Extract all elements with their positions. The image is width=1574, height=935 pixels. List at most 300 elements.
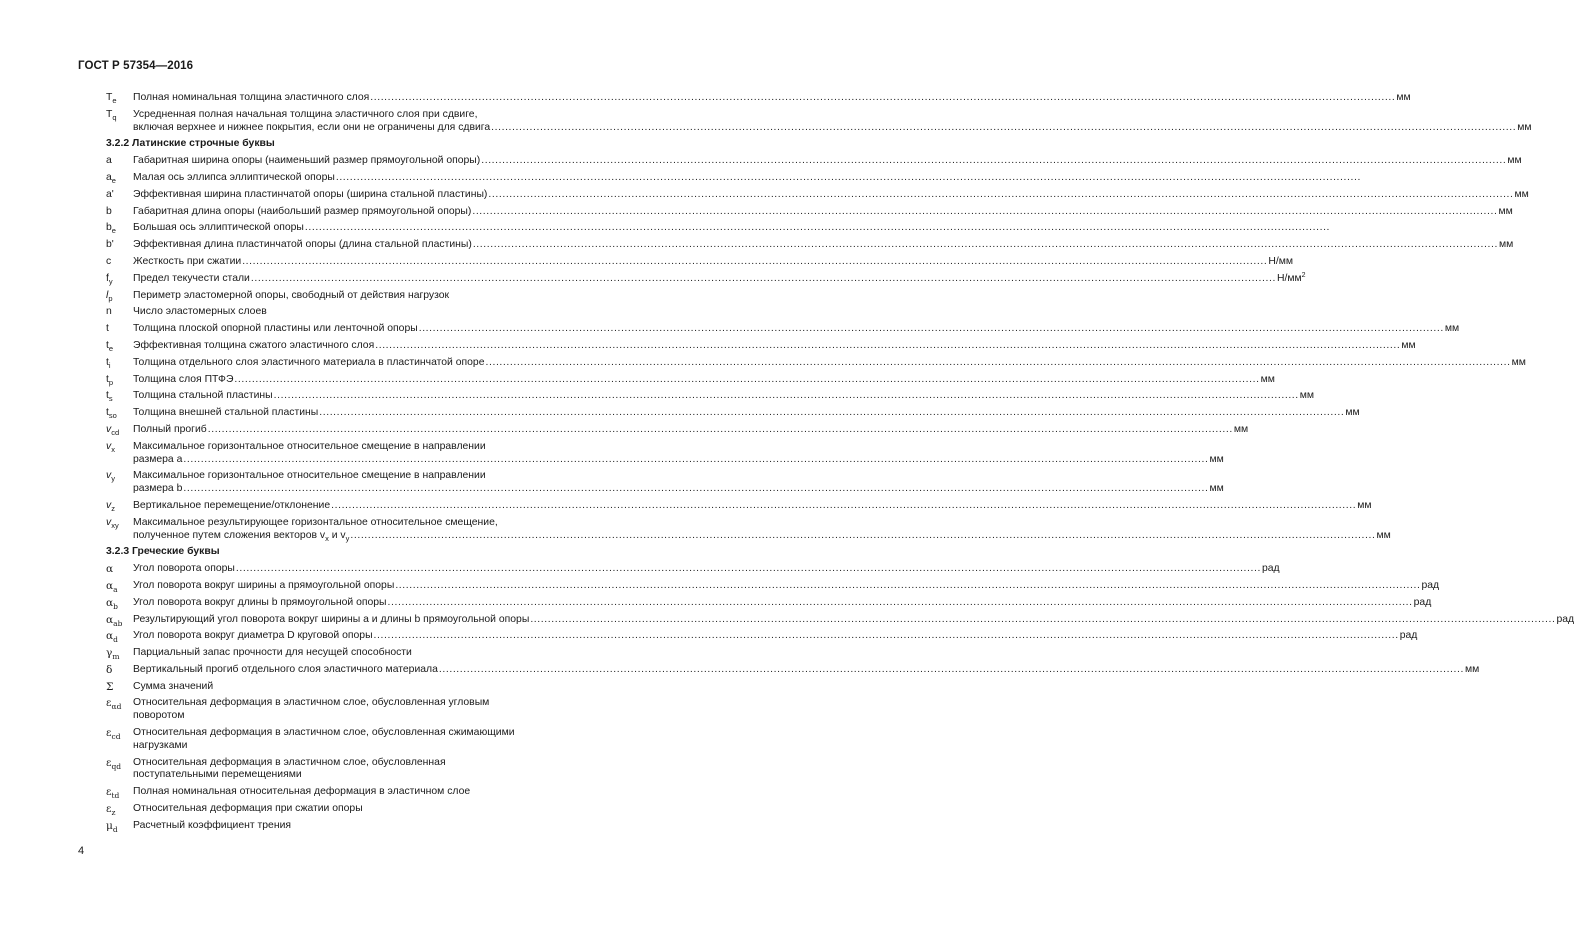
symbol	[106, 109, 133, 135]
leader-dots	[395, 580, 1420, 593]
description-text-main: Большая ось эллиптической опоры	[133, 222, 304, 234]
symbol-row	[106, 596, 1432, 611]
symbol-description	[133, 155, 1522, 168]
symbol-subscript: y	[108, 276, 113, 286]
symbol-letter: t	[106, 390, 109, 402]
symbol-subscript: td	[111, 791, 120, 801]
description-text-main: нагрузками	[133, 739, 188, 751]
description-text-main: Толщина плоской опорной пластины или ленточной опоры	[133, 323, 418, 335]
unit-text: Н/мм	[1268, 255, 1294, 267]
description-text-main: Полный прогиб	[133, 423, 207, 435]
description-line	[133, 172, 1362, 185]
symbol-description	[133, 239, 1513, 252]
symbol	[106, 189, 133, 202]
symbol-subscript: e	[108, 343, 114, 353]
symbol-letter: t	[106, 323, 109, 335]
unit-label	[1396, 92, 1410, 105]
symbol-row	[106, 255, 1294, 269]
unit-label	[1515, 189, 1529, 202]
symbol-row	[106, 803, 598, 816]
symbol	[106, 500, 133, 513]
description-text-main: Парциальный запас прочности для несущей способности	[133, 647, 412, 659]
symbol-letter: v	[106, 470, 112, 482]
symbol-subscript: so	[108, 411, 117, 421]
symbol-letter: t	[106, 356, 109, 368]
symbol-description	[133, 597, 1431, 610]
unit-label	[1507, 155, 1521, 168]
symbol	[106, 647, 133, 660]
symbol-description	[133, 374, 1275, 387]
description-line	[133, 563, 1280, 576]
symbol-letter: Σ	[106, 680, 114, 693]
symbol-letter: ε	[106, 697, 112, 710]
symbol	[106, 206, 133, 219]
symbol-letter: ε	[106, 786, 112, 799]
description-text	[133, 483, 182, 496]
description-text	[133, 769, 302, 782]
description-line: Усредненная полная начальная толщина эластичного слоя при сдвиге,	[133, 108, 478, 120]
unit-text: мм	[1498, 239, 1514, 251]
symbol-row	[106, 222, 598, 235]
description-text-main: Эффективная ширина пластинчатой опоры (ширина стальной пластины)	[133, 188, 488, 200]
description-line	[133, 390, 1314, 403]
symbol-subscript: xy	[111, 520, 119, 530]
unit-text: мм	[1299, 390, 1315, 402]
symbol-subscript: m	[112, 652, 120, 662]
description-text	[133, 647, 412, 660]
description-line	[133, 189, 1529, 202]
symbol-subscript: i	[108, 360, 111, 370]
symbol-row	[106, 613, 1574, 628]
symbol-letter: ε	[106, 803, 112, 816]
symbol-letter: α	[106, 579, 114, 592]
symbol-description	[133, 441, 1224, 467]
leader-dots	[491, 122, 1516, 135]
symbol-letter: f	[106, 272, 109, 284]
document-header: ГОСТ Р 57354—2016	[78, 60, 194, 72]
symbol-row	[106, 92, 1411, 105]
description-text-main: Вертикальный прогиб отдельного слоя эластичного материала	[133, 663, 438, 675]
symbol-row	[106, 407, 1360, 421]
symbol-description	[133, 407, 1360, 420]
leader-dots	[370, 92, 1395, 105]
description-text-main: Толщина стальной пластины	[133, 390, 273, 402]
leader-dots	[183, 454, 1208, 467]
symbol-row	[106, 470, 1224, 496]
unit-label	[1277, 273, 1306, 286]
description-text	[133, 390, 273, 403]
leader-dots	[485, 357, 1510, 370]
symbol-row	[106, 239, 1514, 252]
symbol-subscript: y	[111, 474, 115, 484]
description-text-main: Жесткость при сжатии	[133, 255, 242, 267]
description-line	[133, 786, 598, 799]
symbol-row	[106, 647, 598, 660]
unit-text: мм	[1444, 323, 1460, 335]
unit-text: Н/мм	[1276, 272, 1302, 284]
description-line	[133, 122, 1532, 135]
symbol	[106, 441, 133, 467]
description-text-main: Результирующий угол поворота вокруг ширины а и длины b прямоугольной опоры	[133, 613, 530, 625]
leader-dots	[473, 239, 1498, 252]
unit-text: мм	[1514, 188, 1529, 200]
description-text	[133, 222, 304, 235]
symbol	[106, 374, 133, 387]
symbol-letter: b	[106, 222, 112, 234]
symbols-list	[106, 92, 1574, 837]
page-number: 4	[78, 845, 85, 857]
description-line	[133, 357, 1526, 370]
description-text-main: Габаритная ширина опоры (наименьший размер прямоугольной опоры)	[133, 155, 481, 167]
symbol-letter: ε	[106, 727, 112, 740]
symbol	[106, 786, 133, 799]
leader-dots	[319, 407, 1344, 420]
symbol-letter: a	[106, 171, 112, 183]
symbol-description	[133, 614, 1574, 627]
symbol-letter: ε	[106, 756, 112, 769]
description-text-main: Число эластомерных слоев	[133, 306, 267, 318]
symbol-letter: t	[106, 407, 109, 419]
symbol-letter: l	[106, 289, 109, 301]
description-line	[133, 580, 1439, 593]
leader-dots	[251, 273, 1276, 286]
inline-text: и v	[328, 529, 346, 541]
description-text-main: поворотом	[133, 710, 185, 722]
description-text-main: Полная номинальная относительная деформация в эластичном слое	[133, 786, 471, 798]
symbol-subscript: e	[112, 96, 117, 105]
symbol-letter: b'	[106, 239, 114, 251]
description-line	[133, 740, 598, 753]
symbol-row	[106, 205, 1513, 219]
unit-label	[1414, 597, 1432, 610]
symbol-letter: T	[106, 92, 113, 103]
symbol-letter: γ	[106, 647, 113, 660]
unit-text: рад	[1421, 579, 1440, 591]
description-text	[133, 630, 373, 643]
symbol-description	[133, 256, 1293, 269]
description-line	[133, 769, 598, 782]
symbol-description	[133, 697, 598, 723]
description-text	[133, 530, 349, 543]
unit-text: мм	[1401, 339, 1416, 351]
symbol-description	[133, 273, 1306, 286]
description-text-main: Угол поворота вокруг диаметра D круговой опоры	[133, 630, 373, 642]
description-line	[133, 530, 1391, 543]
description-text	[133, 407, 318, 420]
description-line	[133, 92, 1411, 105]
symbol-description	[133, 820, 598, 833]
description-text-main: Малая ось эллипса эллиптической опоры	[133, 171, 335, 183]
description-line	[133, 483, 1224, 496]
leader-dots	[481, 155, 1506, 168]
symbol	[106, 273, 133, 286]
symbol-subscript: z	[111, 503, 115, 513]
description-line	[133, 374, 1275, 387]
leader-dots	[331, 500, 1356, 513]
unit-text: рад	[1399, 630, 1418, 642]
unit-label	[1512, 357, 1526, 370]
symbol	[106, 681, 133, 694]
symbol-letter: v	[106, 440, 112, 452]
symbol-row	[106, 306, 598, 319]
unit-text: мм	[1357, 499, 1372, 511]
description-text	[133, 273, 250, 286]
symbol-description	[133, 340, 1416, 353]
description-text-main: Габаритная длина опоры (наибольший размер прямоугольной опоры)	[133, 205, 472, 217]
description-line	[133, 424, 1248, 437]
description-text-main: Вертикальное перемещение/отклонение	[133, 499, 331, 511]
symbol-description	[133, 222, 1331, 235]
symbol	[106, 517, 133, 543]
symbol-subscript: qd	[111, 761, 122, 771]
description-line	[133, 664, 1479, 677]
symbol-row	[106, 516, 1391, 543]
description-text	[133, 323, 418, 336]
symbol-row	[106, 373, 1275, 387]
unit-text: мм	[1209, 453, 1224, 465]
symbol-description	[133, 757, 598, 783]
description-text	[133, 357, 484, 370]
symbol-subscript: ab	[113, 618, 123, 628]
symbol-description	[133, 306, 598, 319]
symbol-subscript: e	[111, 175, 116, 185]
description-text	[133, 580, 394, 593]
symbol-description	[133, 92, 1411, 105]
symbol	[106, 306, 133, 319]
leader-dots	[183, 483, 1208, 496]
symbol-description	[133, 424, 1248, 437]
symbol-description	[133, 681, 598, 694]
description-text	[133, 681, 213, 694]
symbol	[106, 256, 133, 269]
symbol-row	[106, 663, 1480, 677]
symbol-letter: v	[106, 499, 112, 511]
symbol-row	[106, 579, 1440, 594]
symbol	[106, 697, 133, 723]
symbol	[106, 470, 133, 496]
description-text-main: Толщина отдельного слоя эластичного материала в пластинчатой опоре	[133, 356, 485, 368]
symbol-row	[106, 681, 598, 694]
leader-dots	[305, 222, 1330, 235]
description-text	[133, 189, 487, 202]
symbol-letter: α	[106, 563, 114, 576]
symbol-row	[106, 697, 598, 723]
symbol	[106, 614, 133, 627]
description-text	[133, 664, 438, 677]
symbol	[106, 407, 133, 420]
unit-label	[1268, 256, 1293, 269]
symbol-row	[106, 271, 1306, 286]
symbol-letter: δ	[106, 663, 113, 676]
symbol-row	[106, 172, 598, 185]
description-text-main: Эффективная толщина сжатого эластичного слоя	[133, 339, 375, 351]
description-text-main: включая верхнее и нижнее покрытия, если они не ограничены для сдвига	[133, 121, 491, 133]
leader-dots	[234, 374, 1259, 387]
symbol-description	[133, 390, 1314, 403]
description-line	[133, 273, 1306, 286]
symbol-letter: T	[106, 108, 113, 120]
symbol	[106, 597, 133, 610]
unit-label	[1445, 323, 1459, 336]
symbol-row	[106, 757, 598, 783]
unit-text: мм	[1376, 529, 1391, 541]
description-text	[133, 820, 291, 833]
description-text-main: Периметр эластомерной опоры, свободный от действия нагрузок	[133, 289, 450, 301]
symbol-description	[133, 517, 1391, 543]
symbol	[106, 290, 133, 303]
symbol-description	[133, 630, 1417, 643]
description-text	[133, 374, 233, 387]
description-text	[133, 172, 335, 185]
unit-label	[1401, 340, 1415, 353]
symbol-row	[106, 440, 1224, 467]
unit-label	[1234, 424, 1248, 437]
unit-label	[1556, 614, 1574, 627]
unit-label	[1499, 239, 1513, 252]
symbol-subscript: cd	[111, 427, 120, 437]
symbol-row	[106, 727, 598, 753]
symbol-description	[133, 470, 1224, 496]
symbol-subscript: d	[113, 635, 118, 645]
symbol-subscript: s	[108, 394, 113, 404]
description-text	[133, 786, 470, 799]
description-text-main: Расчетный коэффициент трения	[133, 819, 291, 831]
symbol-description	[133, 206, 1513, 219]
symbol-row	[106, 188, 1529, 202]
description-text	[133, 155, 480, 168]
symbol-letter: v	[106, 423, 112, 435]
symbol-subscript: x	[111, 444, 115, 454]
unit-label	[1210, 483, 1224, 496]
leader-dots	[375, 340, 1400, 353]
symbol-letter: c	[106, 255, 112, 267]
symbol-description	[133, 803, 598, 816]
leader-dots	[236, 563, 1261, 576]
unit-label	[1357, 500, 1371, 513]
symbol	[106, 563, 133, 576]
description-text-main: Угол поворота вокруг длины b прямоугольной опоры	[133, 596, 387, 608]
description-text-main: полученное путем сложения векторов v	[133, 529, 326, 541]
description-text	[133, 424, 207, 437]
symbol-description	[133, 357, 1526, 370]
symbol-row	[106, 423, 1249, 437]
description-line	[133, 239, 1513, 252]
unit-label	[1262, 563, 1280, 576]
unit-label	[1517, 122, 1531, 135]
description-text	[133, 597, 387, 610]
description-text	[133, 256, 241, 269]
description-text	[133, 306, 267, 319]
description-line: Максимальное горизонтальное относительное смещение в направлении	[133, 470, 486, 482]
symbol	[106, 155, 133, 168]
description-text	[133, 290, 449, 303]
symbol-letter: v	[106, 516, 112, 528]
leader-dots	[242, 256, 1267, 269]
symbol-description	[133, 563, 1280, 576]
unit-label	[1261, 374, 1275, 387]
unit-text: мм	[1209, 483, 1224, 495]
unit-text: мм	[1507, 155, 1522, 167]
symbol	[106, 803, 133, 816]
symbol-letter: b	[106, 205, 112, 217]
symbol-row	[106, 499, 1372, 513]
description-text-main: размера а	[133, 453, 183, 465]
unit-text: мм	[1260, 373, 1275, 385]
unit-label	[1377, 530, 1391, 543]
inline-subscript: x	[325, 533, 329, 543]
symbol	[106, 424, 133, 437]
description-line	[133, 340, 1416, 353]
description-text-main: Толщина слоя ПТФЭ	[133, 373, 234, 385]
unit-text: мм	[1233, 423, 1249, 435]
description-line	[133, 206, 1513, 219]
description-text-main: Предел текучести стали	[133, 272, 250, 284]
unit-text: рад	[1413, 596, 1432, 608]
leader-dots	[208, 424, 1233, 437]
symbol-description	[133, 189, 1529, 202]
symbol-description	[133, 109, 1532, 135]
description-text	[133, 563, 235, 576]
description-line	[133, 500, 1372, 513]
description-text	[133, 454, 182, 467]
description-line	[133, 614, 1574, 627]
description-line	[133, 222, 1331, 235]
symbol-subscript: cd	[111, 732, 121, 742]
symbol-subscript: d	[112, 824, 118, 834]
symbol-row	[106, 390, 1315, 404]
symbol-letter: t	[106, 339, 109, 351]
description-text	[133, 122, 490, 135]
symbol	[106, 630, 133, 643]
description-text	[133, 740, 187, 753]
symbol-subscript: αd	[111, 702, 122, 712]
description-text-main: Полная номинальная толщина эластичного слоя	[133, 92, 370, 103]
description-text-main: Угол поворота вокруг ширины а прямоугольной опоры	[133, 579, 395, 591]
description-text	[133, 239, 472, 252]
description-line: Максимальное результирующее горизонтальное относительное смещение,	[133, 516, 498, 528]
symbol-subscript: p	[108, 293, 113, 303]
symbol-description	[133, 172, 1362, 185]
unit-label	[1400, 630, 1418, 643]
leader-dots	[350, 530, 1375, 543]
unit-label	[1345, 407, 1359, 420]
unit-label	[1210, 454, 1224, 467]
unit-text: мм	[1345, 407, 1360, 419]
leader-dots	[336, 172, 1361, 185]
symbol-row	[106, 630, 1418, 645]
symbol	[106, 390, 133, 403]
symbol	[106, 580, 133, 593]
leader-dots	[388, 597, 1413, 610]
unit-text: мм	[1511, 356, 1526, 368]
description-line	[133, 597, 1431, 610]
symbol-description	[133, 323, 1459, 336]
symbol-subscript: p	[108, 377, 114, 387]
unit-label	[1498, 206, 1512, 219]
symbol-description	[133, 647, 598, 660]
symbol-letter: α	[106, 613, 114, 626]
symbol	[106, 92, 133, 105]
symbol-subscript: b	[113, 601, 118, 611]
description-line	[133, 306, 598, 319]
leader-dots	[530, 614, 1555, 627]
symbol-row	[106, 820, 598, 833]
unit-text: мм	[1396, 92, 1411, 103]
unit-label	[1300, 390, 1314, 403]
symbol-subscript: a	[113, 584, 118, 594]
leader-dots	[472, 206, 1497, 219]
description-text-main: размера b	[133, 483, 183, 495]
